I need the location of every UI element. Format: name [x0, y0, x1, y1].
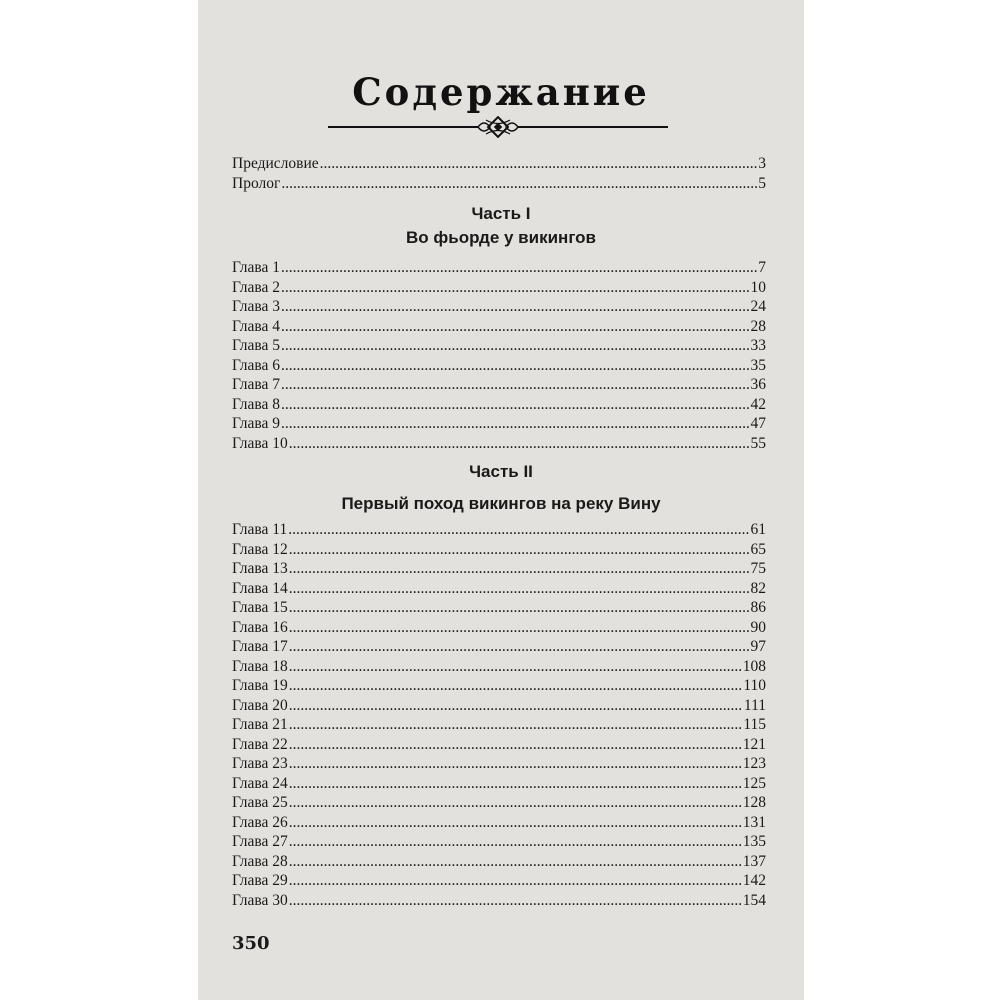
part-1-label: Часть I: [471, 204, 531, 223]
toc-entry-chapter: Глава 9 ..... 47: [232, 414, 766, 434]
toc-entry-chapter: Глава 28 ..... 137: [232, 852, 766, 872]
part-2-name: Первый поход викингов на реку Вину: [341, 494, 661, 513]
toc-entry-chapter: Глава 16 ..... 90: [232, 618, 766, 638]
toc-entry-chapter: Глава 7 ..... 36: [232, 375, 766, 395]
toc-entry-chapter: Глава 18 ..... 108: [232, 657, 766, 677]
part-1-name: Во фьорде у викингов: [405, 228, 597, 247]
toc-entry-prologue: Пролог ..... 5: [232, 174, 766, 194]
toc-entry-chapter: Глава 24 ..... 125: [232, 774, 766, 794]
toc-entry-chapter: Глава 6 ..... 35: [232, 356, 766, 376]
toc-entry-chapter: Глава 27 ..... 135: [232, 832, 766, 852]
page-number: 350: [232, 933, 270, 954]
toc-entry-chapter: Глава 12 ..... 65: [232, 540, 766, 560]
toc-entry-chapter: Глава 29 ..... 142: [232, 871, 766, 891]
toc-entry-chapter: Глава 5 ..... 33: [232, 336, 766, 356]
toc-entry-chapter: Глава 2 ..... 10: [232, 278, 766, 298]
toc-entry-chapter: Глава 23 ..... 123: [232, 754, 766, 774]
toc-entry-chapter: Глава 3 ..... 24: [232, 297, 766, 317]
book-page: [198, 0, 804, 1000]
toc-entry-chapter: Глава 17 ..... 97: [232, 637, 766, 657]
toc-entry-chapter: Глава 15 ..... 86: [232, 598, 766, 618]
toc-entry-chapter: Глава 1 ..... 7: [232, 258, 766, 278]
toc-entry-chapter: Глава 21 ..... 115: [232, 715, 766, 735]
toc-entry-chapter: Глава 11 ..... 61: [232, 520, 766, 540]
toc-entry-chapter: Глава 26 ..... 131: [232, 813, 766, 833]
toc-entry-chapter: Глава 10 ..... 55: [232, 434, 766, 454]
toc-entry-chapter: Глава 13 ..... 75: [232, 559, 766, 579]
toc-entry-chapter: Глава 19 ..... 110: [232, 676, 766, 696]
toc-entry-chapter: Глава 14 ..... 82: [232, 579, 766, 599]
toc-entry-preface: Предисловие ..... 3: [232, 154, 766, 174]
ornament-divider-icon: [328, 116, 668, 138]
toc-entry-chapter: Глава 30 ..... 154: [232, 891, 766, 911]
part-1-chapter-list: [232, 258, 766, 453]
front-matter-list: [232, 154, 766, 193]
toc-entry-chapter: Глава 25 ..... 128: [232, 793, 766, 813]
page-title: Содержание: [352, 70, 650, 114]
part-2-chapter-list: [232, 520, 766, 910]
part-2-label: Часть II: [469, 462, 533, 481]
toc-entry-chapter: Глава 20 ..... 111: [232, 696, 766, 716]
toc-entry-chapter: Глава 4 ..... 28: [232, 317, 766, 337]
toc-entry-chapter: Глава 22 ..... 121: [232, 735, 766, 755]
toc-entry-chapter: Глава 8 ..... 42: [232, 395, 766, 415]
